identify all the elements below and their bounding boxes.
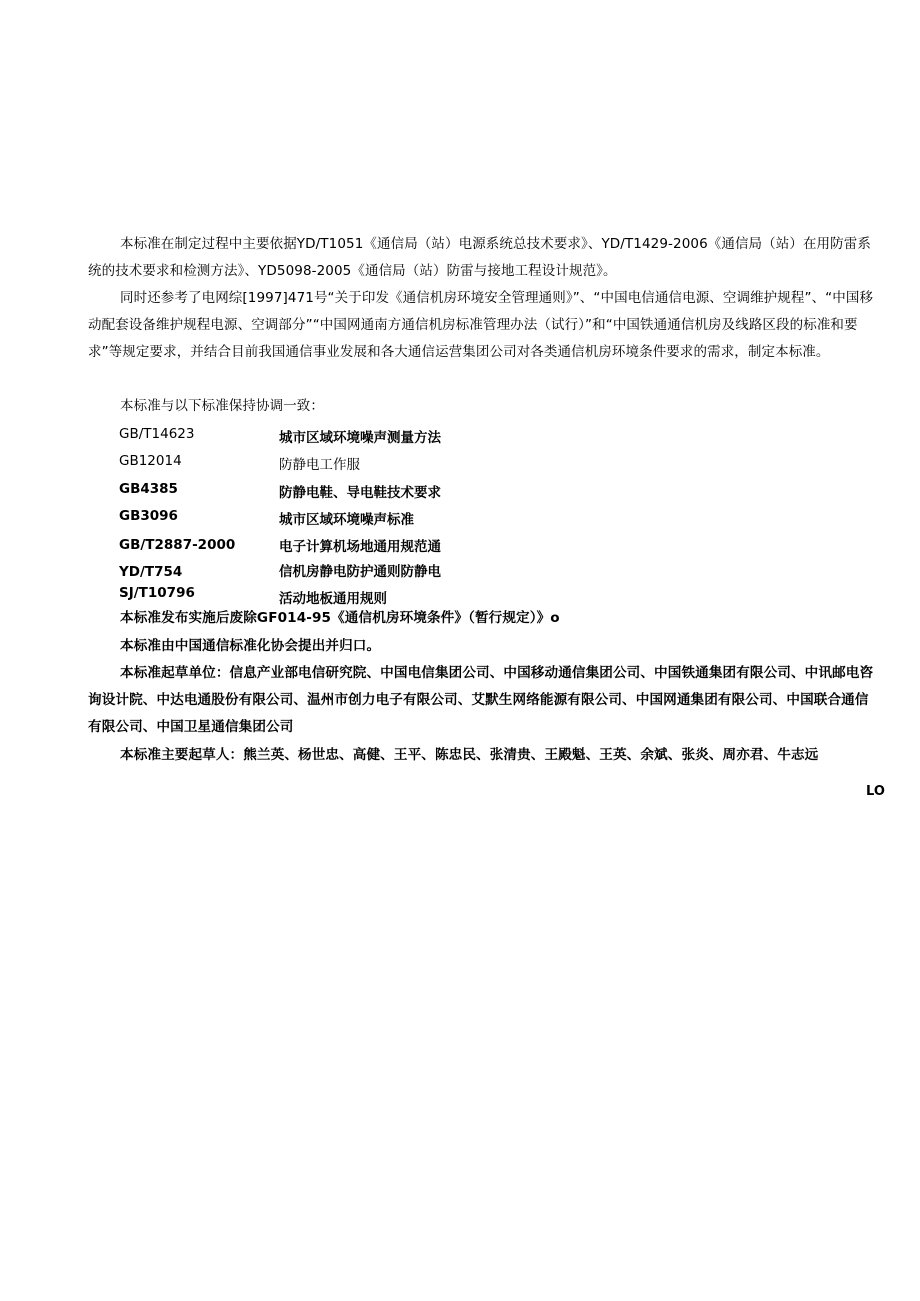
- standard-title: 活动地板通用规则: [279, 591, 387, 607]
- corner-mark-text: LO: [866, 784, 885, 799]
- standard-title: 城市区域环境噪声测量方法: [279, 430, 441, 446]
- standard-code: GB3096: [119, 508, 178, 524]
- paragraph-supersede: 本标准发布实施后废除GF014-95《通信机房环境条件》（暂行规定）》o: [120, 610, 560, 626]
- standard-row: [119, 453, 819, 477]
- paragraph-reference: 同时还参考了电网综[1997]471号“关于印发《通信机房环境安全管理通则》”、“中国电信通信电源、空调维护规程”、“中国移动配套设备维护规程电源、空调部分”“中国网通南方通信机房标准管理办法（试行）”和“中国铁通通信机房及线路区段的标准和要求”等规定要求，并结合目前我国通信事业发展和各大通信运营集团公司对各类通信机房环境条件要求的需求，制定本标准。: [88, 290, 874, 360]
- standard-title: 电子计算机场地通用规范通: [279, 539, 441, 555]
- standard-code: GB12014: [119, 453, 182, 469]
- paragraph-proposer: 本标准由中国通信标准化协会提出并归口。: [120, 638, 381, 654]
- standard-title: 城市区域环境噪声标准: [279, 512, 414, 528]
- page-corner-mark: [866, 786, 885, 797]
- standard-title: 防静电鞋、导电鞋技术要求: [279, 485, 441, 501]
- standard-code: YD/T754: [119, 564, 183, 580]
- standard-code: GB/T2887-2000: [119, 537, 236, 553]
- paragraph-drafters: 本标准主要起草人：熊兰英、杨世忠、高健、王平、陈忠民、张清贵、王殿魁、王英、余斌、张炎、周亦君、牛志远: [120, 747, 819, 763]
- standard-code: SJ/T10796: [119, 585, 195, 601]
- standard-title: 防静电工作服: [279, 457, 360, 473]
- standard-title: 信机房静电防护通则防静电: [279, 564, 441, 580]
- paragraph-drafting-units: 本标准起草单位：信息产业部电信研究院、中国电信集团公司、中国移动通信集团公司、中国铁通集团有限公司、中讯邮电咨询设计院、中达电通股份有限公司、温州市创力电子有限公司、艾默生网络能源有限公司、中国网通集团有限公司、中国联合通信有限公司、中国卫星通信集团公司: [88, 665, 874, 735]
- standard-row: [119, 535, 819, 559]
- paragraph-coordination-intro: 本标准与以下标准保持协调一致：: [120, 398, 324, 414]
- standard-row: [119, 481, 819, 505]
- standard-code: GB/T14623: [119, 426, 195, 442]
- standard-row: [119, 560, 819, 584]
- standard-code: GB4385: [119, 481, 178, 497]
- standard-row: [119, 426, 819, 450]
- paragraph-basis: 本标准在制定过程中主要依据YD/T1051《通信局（站）电源系统总技术要求》、YD/T1429-2006《通信局（站）在用防雷系统的技术要求和检测方法》、YD5098-2005《通信局（站）防雷与接地工程设计规范》。: [88, 236, 871, 279]
- standard-row: [119, 508, 819, 532]
